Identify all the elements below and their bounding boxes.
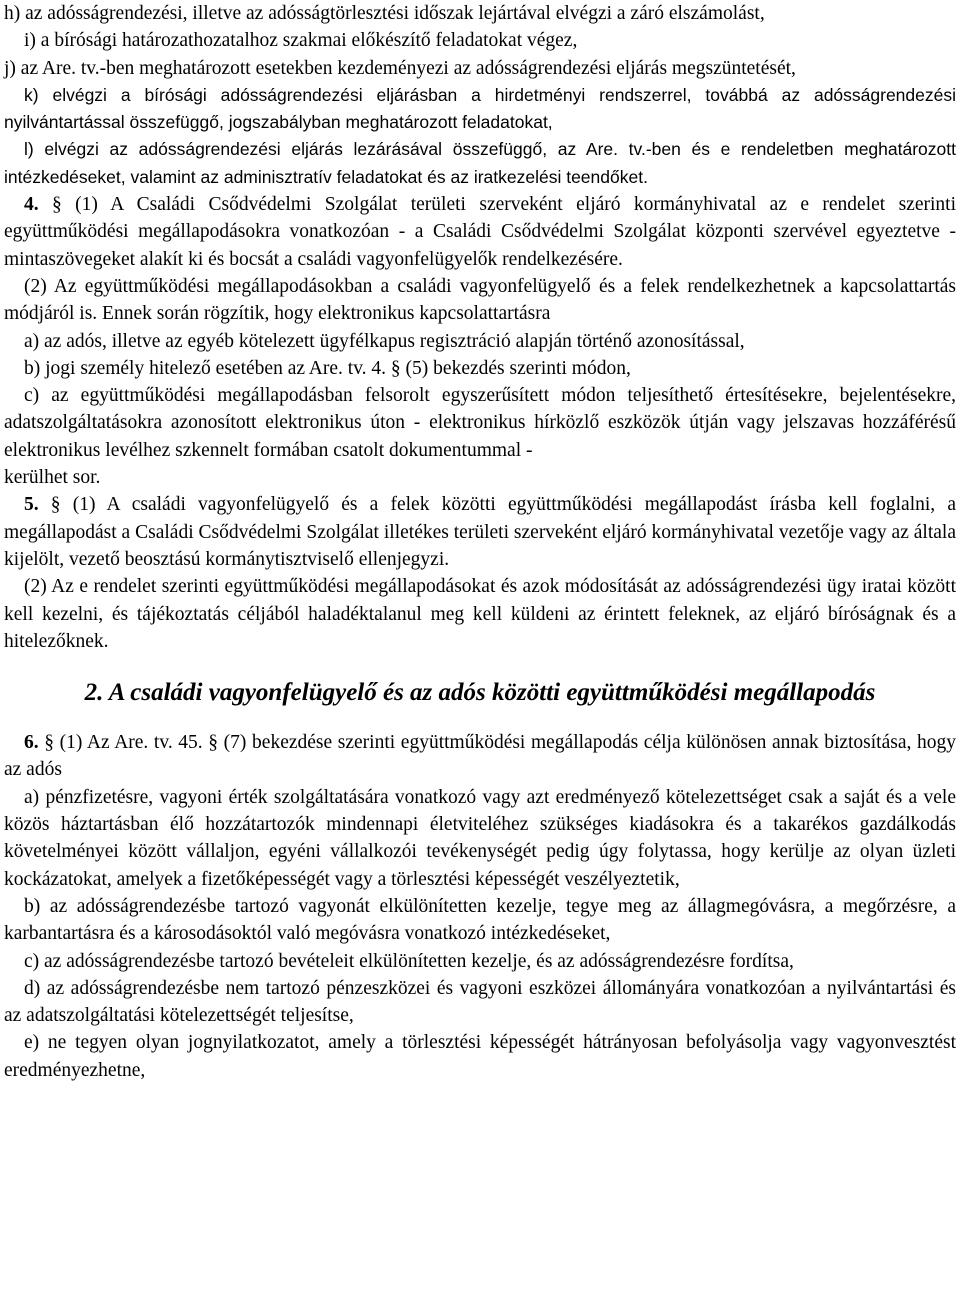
list-item-k-text: k) elvégzi a bírósági adósságrendezési eljárásban a hirdetményi rendszerrel, továbbá az adósságrendezési nyilvántartással összefüggő, jogszabályban meghatározott feladatokat,: [4, 84, 956, 133]
section-4-item-c: c) az együttműködési megállapodásban felsorolt egyszerűsített módon teljesíthető értesítésekre, bejelentésekre, adatszolgáltatásokra azonosított elektronikus úton - elektronikus hírközlő eszközök útján vagy jelszavas hozzáférésű elektronikus levélhez szkennelt formában csatolt dokumentummal -: [4, 385, 956, 461]
section-sign: §: [50, 494, 61, 516]
chapter-title: 2. A családi vagyonfelügyelő és az adós közötti együttműködési megállapodás: [84, 679, 876, 707]
list-item-h: h) az adósságrendezési, illetve az adósságtörlesztési időszak lejártával elvégzi a záró elszámolást,: [4, 3, 765, 24]
section-4-item-a: a) az adós, illetve az egyéb kötelezett ügyfélkapus regisztráció alapján történő azonosítással,: [24, 330, 745, 352]
list-item-k: [4, 82, 956, 137]
section-sign: §: [52, 194, 62, 216]
list-item-l-text: l) elvégzi az adósságrendezési eljárás lezárásával összefüggő, az Are. tv.-ben és e rendeletben meghatározott intézkedéseket, valamint az adminisztratív feladatokat és az iratkezelési teendőket.: [4, 139, 956, 187]
section-4-paragraph-2: (2) Az együttműködési megállapodásokban a családi vagyonfelügyelő és a felek rendelkezhetnek a kapcsolattartás módjáról is. Ennek során rögzítik, hogy elektronikus kapcsolattartásra: [4, 275, 956, 325]
section-number: 6.: [24, 732, 39, 754]
list-item-i: i) a bírósági határozathozatalhoz szakmai előkészítő feladatokat végez,: [24, 30, 578, 52]
section-4-p1-text: (1) A Családi Csődvédelmi Szolgálat területi szerveként eljáró kormányhivatal az e rendelet szerinti együttműködési megállapodásokra vonatkozóan - a Családi Csődvédelmi Szolgálat központi szervével egyeztetve - mintaszövegeket alakít ki és bocsát a családi vagyonfelügyelők rendelkezésére.: [4, 194, 956, 270]
section-6-item-d: d) az adósságrendezésbe nem tartozó pénzeszközei és vagyoni eszközei állományára vonatkozóan a nyilvántartási és az adatszolgáltatási kötelezettségét teljesítse,: [4, 977, 956, 1027]
section-6-item-b: b) az adósságrendezésbe tartozó vagyonát elkülönítetten kezelje, tegye meg az állagmegóvásra, a megőrzésre, a karbantartásra és a károsodásoktól való megóvásra vonatkozó intézkedéseket,: [4, 895, 956, 945]
list-item-l: [4, 136, 956, 191]
section-5-p1-text: (1) A családi vagyonfelügyelő és a felek közötti együttműködési megállapodást írásba kell foglalni, a megállapodást a Családi Csődvédelmi Szolgálat illetékes területi szerveként eljáró kormányhivatal vezetője vagy az általa kijelölt, vezető beosztású kormánytisztviselő ellenjegyzi.: [4, 494, 957, 570]
section-4-item-b: b) jogi személy hitelező esetében az Are. tv. 4. § (5) bekezdés szerinti módon,: [24, 357, 631, 379]
section-5-paragraph-1: [4, 491, 956, 573]
section-6-item-a: a) pénzfizetésre, vagyoni érték szolgáltatására vonatkozó vagy azt eredményező kötelezettséget csak a saját és a vele közös háztartásban élő hozzátartozók mindennapi életviteléhez szükséges kiadásokra és a takarékos gazdálkodás követelményei között vállaljon, egyéni vállalkozói tevékenységét pedig úgy folytassa, hogy kerülje az olyan üzleti kockázatokat, amelyek a fizetőképességét vagy a törlesztési képességét veszélyeztetik,: [4, 786, 956, 890]
section-5-paragraph-2: (2) Az e rendelet szerinti együttműködési megállapodásokat és azok módosítását az adósságrendezési ügy iratai között kell kezelni, és tájékoztatás céljából haladéktalanul meg kell küldeni az érintett feleknek, az eljáró bíróságnak és a hitelezőknek.: [4, 576, 956, 652]
list-item-j: j) az Are. tv.-ben meghatározott esetekben kezdeményezi az adósságrendezési eljárás megszüntetését,: [4, 57, 796, 79]
section-6-item-e: e) ne tegyen olyan jognyilatkozatot, amely a törlesztési képességét hátrányosan befolyásolja vagy vagyonvesztést eredményezhetne,: [4, 1032, 956, 1081]
section-sign: §: [44, 732, 54, 754]
section-6-paragraph-1: [4, 729, 956, 784]
section-4-closing: kerülhet sor.: [4, 467, 101, 489]
section-6-item-c: c) az adósságrendezésbe tartozó bevételeit elkülönítetten kezelje, és az adósságrendezésre fordítsa,: [24, 950, 794, 972]
section-4-paragraph-1: [4, 191, 956, 273]
section-6-p1-text: (1) Az Are. tv. 45. § (7) bekezdése szerinti együttműködési megállapodás célja különösen annak biztosítása, hogy az adós: [4, 732, 956, 781]
document-page: [4, 0, 956, 1084]
section-number: 4.: [24, 194, 39, 216]
section-number: 5.: [24, 494, 39, 516]
